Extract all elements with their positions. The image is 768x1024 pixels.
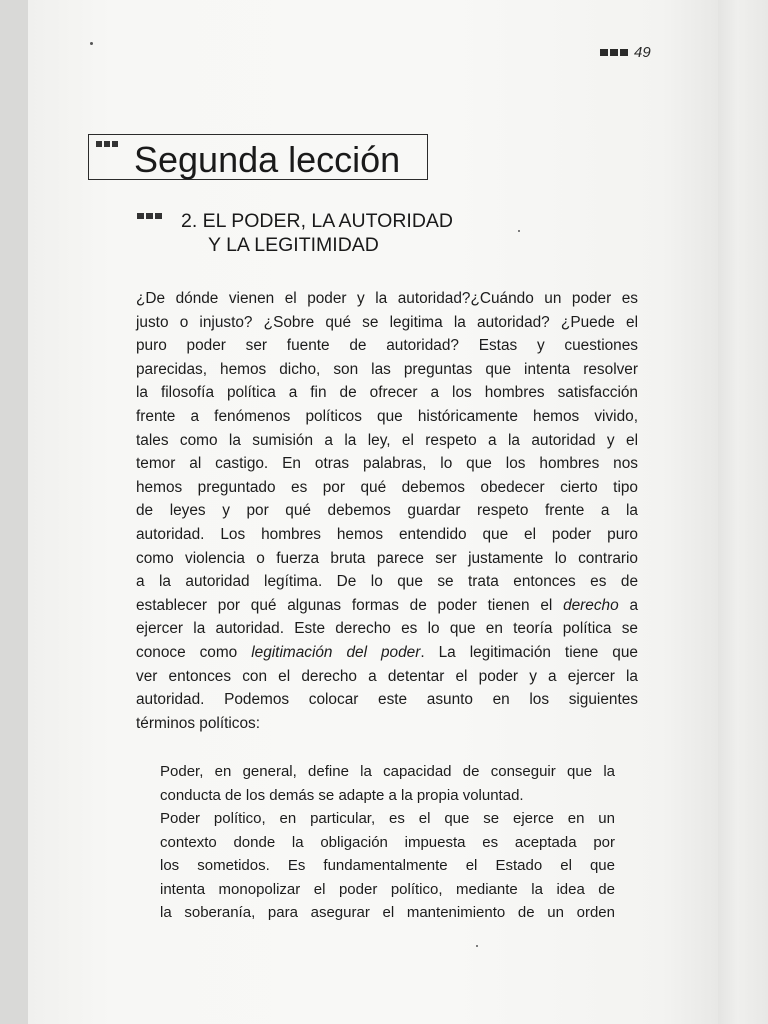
speck [476,945,478,947]
quote-line: los sometidos. Es fundamentalmente el Estado el que [160,857,615,874]
speck [90,42,93,45]
quote-line: la soberanía, para asegurar el mantenimiento de un orden [160,904,615,921]
section-title-line2: Y LA LEGITIMIDAD [208,234,379,256]
body-line: términos políticos: [136,714,261,732]
body-paragraph [136,287,638,735]
page-edge-shadow [718,0,768,1024]
section-title-line1: 2. EL PODER, LA AUTORIDAD [181,210,454,232]
body-italic-term: derecho [563,596,619,614]
quote-line: contexto donde la obligación impuesta es aceptada por [160,833,615,851]
body-line: autoridad. Los hombres hemos entendido que el poder puro [136,525,638,543]
lesson-squares-icon [96,141,118,147]
body-line: a la autoridad legítima. De lo que se trata entonces es de [136,573,638,591]
body-line [136,641,638,665]
quote-line: conducta de los demás se adapte a la propia voluntad. [160,786,524,804]
body-line: justo o injusto? ¿Sobre qué se legitima la autoridad? ¿Puede el [136,313,638,331]
quote-block [160,760,615,925]
page-number-header [600,44,651,61]
section-title [181,209,453,257]
body-text-run: . La legitimación tiene que [420,643,638,661]
body-line: como violencia o fuerza bruta parece ser justamente lo contrario [136,549,638,567]
body-line: tales como la sumisión a la ley, el respeto a la autoridad y el [136,431,638,449]
body-line: temor al castigo. En otras palabras, lo que los hombres nos [136,455,638,473]
body-line: frente a fenómenos políticos que históricamente hemos vivido, [136,407,638,425]
body-line: hemos preguntado es por qué debemos obedecer cierto tipo [136,478,638,496]
body-line: ¿De dónde vienen el poder y la autoridad?¿Cuándo un poder es [136,290,638,307]
lesson-title: Segunda lección [134,139,401,180]
body-line: ejercer la autoridad. Este derecho es lo que en teoría política se [136,620,638,638]
body-text-run: conoce como [136,643,252,661]
quote-line: Poder político, en particular, es el que se ejerce en un [160,810,615,827]
page-number-squares-icon [600,49,628,56]
page-number: 49 [634,44,651,61]
body-line: autoridad. Podemos colocar este asunto en los siguientes [136,691,638,709]
body-line: ver entonces con el derecho a detentar el poder y a ejercer la [136,667,638,685]
body-text-run: a [618,596,638,614]
body-text-run: establecer por qué algunas formas de poder tienen el [136,596,564,614]
body-line: de leyes y por qué debemos guardar respeto frente a la [136,502,638,520]
quote-line: Poder, en general, define la capacidad de conseguir que la [160,763,615,780]
body-line [136,594,638,618]
body-line: puro poder ser fuente de autoridad? Estas y cuestiones [136,337,638,355]
body-line: parecidas, hemos dicho, son las preguntas que intenta resolver [136,360,638,378]
speck [518,230,520,232]
section-squares-icon [137,213,162,219]
body-line: la filosofía política a fin de ofrecer a los hombres satisfacción [136,384,638,402]
body-italic-term: legitimación del poder [251,643,421,661]
quote-line: intenta monopolizar el poder político, mediante la idea de [160,880,615,898]
